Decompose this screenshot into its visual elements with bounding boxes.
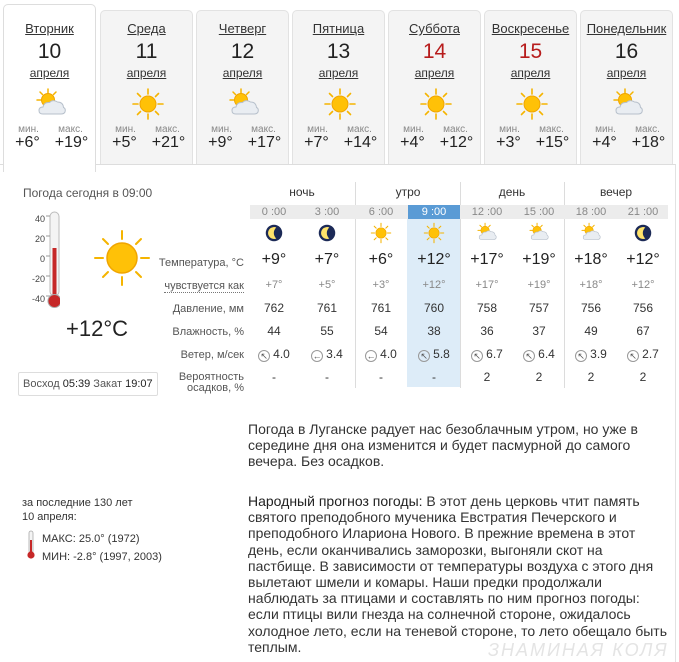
sun-icon [419, 87, 453, 121]
hour-pressure: 756 [632, 301, 654, 315]
hour-precipitation: 2 [587, 370, 595, 384]
folk-forecast-text: В этот день церковь чтит память святого преподобного мученика Евстратия Печерского и преподобного Илариона Нового. В прежние времена в этот день, если оканчивались заморозки, выгоняли скот на пастбище. В зависимости от температуры воздуха с этого дня вылетают шмели и комары. Наши предки продолжали наблюдать за птицами и составлять по ним прогноз погоды: если птицы вили гнезда на солнечной стороне, ожидалось холодное лето, если на теневой стороне, то лето обещало быть теплым. [248, 493, 667, 655]
hour-precipitation: - [272, 370, 276, 384]
label-wind: Ветер, м/сек [180, 349, 244, 361]
hour-pressure: 761 [370, 301, 392, 315]
day-tab-name[interactable]: Суббота [409, 21, 460, 36]
hour-temperature: +7° [314, 251, 340, 268]
hour-feels-like: +17° [475, 279, 499, 291]
day-tabs [0, 0, 679, 168]
sun-cloud-icon [513, 222, 565, 244]
day-tab[interactable] [100, 10, 193, 164]
wind-direction-icon: ↖ [523, 350, 535, 362]
day-tab-date: 16 [614, 40, 639, 63]
max-label: макс. [58, 124, 83, 135]
hour-temperature: +6° [368, 251, 394, 268]
historical-stats [22, 496, 162, 563]
min-temp: +9° [208, 134, 233, 151]
sunrise-label: Восход [23, 378, 60, 390]
thermometer-icon [30, 210, 60, 310]
min-temp: +3° [496, 134, 521, 151]
hour-wind [513, 347, 565, 362]
label-precipitation-line2: осадков, % [187, 382, 244, 394]
day-tab[interactable] [388, 10, 481, 164]
moon-icon [248, 222, 300, 244]
hour-wind [565, 347, 617, 362]
hour-label: 15 :00 [523, 206, 555, 218]
label-humidity: Влажность, % [172, 326, 244, 338]
hour-feels-like: +12° [631, 279, 655, 291]
day-tab[interactable] [484, 10, 577, 164]
hour-feels-like: +19° [527, 279, 551, 291]
day-tab-date: 11 [135, 40, 158, 63]
today-title: Погода сегодня в 09:00 [23, 186, 153, 200]
hour-feels-like: +18° [579, 279, 603, 291]
min-label: мин. [211, 124, 232, 135]
day-tab-date: 12 [230, 40, 255, 63]
scale-tick: 20 [34, 234, 45, 244]
stats-period: за последние 130 лет [22, 497, 133, 509]
hour-feels-like: +7° [265, 279, 283, 291]
wind-direction-icon: ↖ [418, 350, 430, 362]
day-tab[interactable] [292, 10, 385, 164]
hour-pressure: 757 [528, 301, 550, 315]
min-label: мин. [18, 124, 39, 135]
min-temp: +4° [592, 134, 617, 151]
hour-wind [301, 347, 353, 362]
sun-cloud-icon [227, 87, 261, 121]
wind-speed: 6.7 [486, 347, 503, 361]
day-tab-date: 14 [422, 40, 447, 63]
wind-speed: 3.9 [590, 347, 607, 361]
hour-humidity: 55 [320, 324, 334, 338]
sun-cloud-icon [461, 222, 513, 244]
period-night: ночь [289, 185, 315, 199]
hour-pressure: 758 [476, 301, 498, 315]
wind-speed: 5.8 [433, 347, 450, 361]
sunrise-sunset [18, 372, 158, 396]
hour-humidity: 67 [636, 324, 650, 338]
hour-wind [355, 347, 407, 362]
day-tab-month[interactable]: апреля [222, 66, 263, 80]
sun-cloud-icon [611, 87, 645, 121]
moon-icon [301, 222, 353, 244]
folk-forecast [248, 493, 668, 655]
scale-tick: -20 [31, 274, 45, 284]
hour-pressure: 756 [580, 301, 602, 315]
hour-pressure: 760 [423, 301, 445, 315]
hour-label: 21 :00 [627, 206, 659, 218]
min-label: мин. [403, 124, 424, 135]
sunset-time: 19:07 [125, 378, 153, 390]
day-tab-name[interactable]: Пятница [312, 21, 365, 36]
max-label: макс. [347, 124, 372, 135]
day-tab-minmax-values [101, 134, 192, 152]
day-tab[interactable] [196, 10, 289, 164]
hour-label: 0 :00 [261, 206, 287, 218]
wind-direction-icon: ← [312, 351, 322, 361]
min-temp: +5° [112, 134, 137, 151]
wind-speed: 6.4 [538, 347, 555, 361]
day-tab[interactable] [3, 4, 96, 172]
min-label: мин. [595, 124, 616, 135]
hour-temperature: +12° [626, 251, 660, 268]
feels-like-link[interactable]: чувствуется как [164, 280, 244, 292]
max-temp: +19° [54, 134, 89, 151]
min-label: мин. [115, 124, 136, 135]
watermark-logo: ЗНАМИНАЯ КОЛЯ [488, 640, 669, 660]
max-temp: +21° [151, 134, 186, 151]
hour-humidity: 37 [532, 324, 546, 338]
max-label: макс. [635, 124, 660, 135]
day-tab-month[interactable]: апреля [606, 66, 647, 80]
period-evening: вечер [599, 185, 633, 199]
sun-icon [515, 87, 549, 121]
hour-label: 6 :00 [368, 206, 394, 218]
hour-humidity: 54 [374, 324, 388, 338]
moon-icon [617, 222, 669, 244]
max-label: макс. [155, 124, 180, 135]
day-tab-month[interactable]: апреля [318, 66, 359, 80]
stats-date: 10 апреля: [22, 511, 77, 523]
max-label: макс. [539, 124, 564, 135]
day-tab-month[interactable]: апреля [510, 66, 551, 80]
min-label: мин. [307, 124, 328, 135]
wind-direction-icon: ↖ [471, 350, 483, 362]
min-temp: +7° [304, 134, 329, 151]
hour-precipitation: - [432, 370, 436, 384]
hour-pressure: 761 [316, 301, 338, 315]
day-tab-month[interactable]: апреля [126, 66, 167, 80]
max-temp: +18° [631, 134, 666, 151]
wind-direction-icon: ↖ [258, 350, 270, 362]
sun-cloud-icon [565, 222, 617, 244]
day-tab-minmax-values [197, 134, 288, 152]
hour-feels-like: +5° [318, 279, 336, 291]
hour-wind [248, 347, 300, 362]
wind-speed: 4.0 [380, 347, 397, 361]
hour-precipitation: - [325, 370, 329, 384]
hour-wind [617, 347, 669, 362]
day-tab-date: 13 [326, 40, 351, 63]
hour-pressure: 762 [263, 301, 285, 315]
sun-icon [92, 228, 152, 288]
day-tab-name[interactable]: Четверг [218, 21, 267, 36]
sunrise-time: 05:39 [62, 378, 91, 390]
hour-label: 9 :00 [408, 205, 460, 219]
day-tab-month[interactable]: апреля [414, 66, 455, 80]
hour-humidity: 36 [480, 324, 494, 338]
hour-precipitation: 2 [639, 370, 647, 384]
day-tab-date: 15 [518, 40, 543, 63]
min-label: мин. [499, 124, 520, 135]
weather-description: Погода в Луганске радует нас безоблачным утром, но уже в середине дня она изменится и будет пасмурной до самого вечера. Без осадков. [248, 421, 638, 469]
day-tab[interactable] [580, 10, 673, 164]
folk-forecast-title: Народный прогноз погоды: [248, 493, 423, 509]
hour-precipitation: 2 [535, 370, 543, 384]
max-label: макс. [251, 124, 276, 135]
min-temp: +6° [15, 134, 40, 151]
scale-tick: -40 [31, 294, 45, 304]
wind-speed: 3.4 [326, 347, 343, 361]
hour-temperature: +18° [574, 251, 608, 268]
hour-temperature: +19° [522, 251, 556, 268]
current-temperature: +12°C [66, 316, 129, 341]
day-tab-minmax-values [389, 134, 480, 152]
wind-direction-icon: ↖ [575, 350, 587, 362]
period-morning: утро [395, 185, 421, 199]
sun-icon [131, 87, 165, 121]
max-temp: +14° [343, 134, 378, 151]
sun-icon [323, 87, 357, 121]
day-tab-month[interactable]: апреля [29, 66, 70, 80]
min-temp: +4° [400, 134, 425, 151]
hour-label: 12 :00 [471, 206, 503, 218]
day-tab-date: 10 [37, 40, 62, 63]
day-tab-name[interactable]: Понедельник [586, 21, 667, 36]
hour-label: 18 :00 [575, 206, 607, 218]
hour-wind [408, 347, 460, 362]
scale-tick: 0 [39, 254, 45, 264]
wind-direction-icon: ↖ [627, 350, 639, 362]
day-tab-minmax-values [485, 134, 576, 152]
day-tab-minmax-values [581, 134, 672, 152]
hour-feels-like: +3° [372, 279, 390, 291]
wind-speed: 4.0 [273, 347, 290, 361]
hour-temperature: +9° [261, 251, 287, 268]
max-temp: +12° [439, 134, 474, 151]
wind-speed: 2.7 [642, 347, 659, 361]
hour-wind [461, 347, 513, 362]
hour-temperature: +12° [417, 251, 451, 268]
hour-label: 3 :00 [314, 206, 340, 218]
hour-humidity: 44 [267, 324, 281, 338]
sun-icon [355, 222, 407, 244]
day-tab-minmax-values [4, 134, 95, 152]
sun-icon [408, 222, 460, 244]
scale-tick: 40 [34, 214, 45, 224]
day-tab-name[interactable]: Воскресенье [491, 21, 570, 36]
max-temp: +15° [535, 134, 570, 151]
day-tab-minmax-values [293, 134, 384, 152]
hour-feels-like: +12° [422, 279, 446, 291]
hour-humidity: 49 [584, 324, 598, 338]
day-tab-name[interactable]: Вторник [25, 21, 74, 36]
stats-max: МАКС: 25.0° (1972) [42, 533, 140, 545]
max-temp: +17° [247, 134, 282, 151]
wind-direction-icon: ← [366, 351, 376, 361]
max-label: макс. [443, 124, 468, 135]
stats-min: МИН: -2.8° (1997, 2003) [42, 551, 162, 563]
sun-cloud-icon [34, 87, 68, 121]
period-day: день [498, 185, 526, 199]
day-tab-name[interactable]: Среда [127, 21, 166, 36]
hour-temperature: +17° [470, 251, 504, 268]
label-feels-like[interactable] [164, 280, 244, 292]
label-precipitation-line1: Вероятность [178, 371, 244, 383]
label-pressure: Давление, мм [172, 303, 244, 315]
hour-precipitation: - [379, 370, 383, 384]
label-precipitation [179, 372, 244, 394]
hour-humidity: 38 [427, 324, 441, 338]
thermometer-small-icon [26, 530, 36, 560]
label-temperature: Температура, °C [158, 257, 244, 269]
hour-precipitation: 2 [483, 370, 491, 384]
sunset-label: Закат [93, 378, 123, 390]
